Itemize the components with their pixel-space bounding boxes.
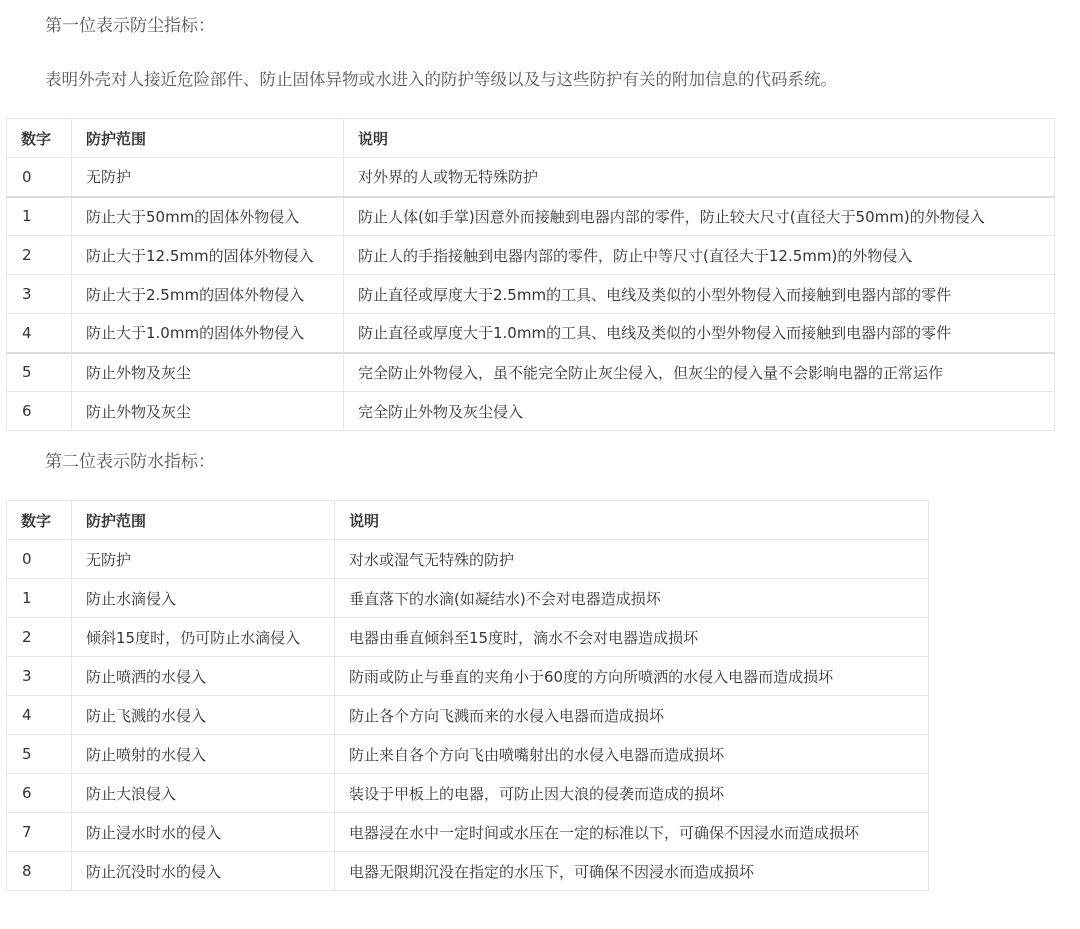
row-range: 无防护 [72,540,335,579]
table-row [7,696,929,735]
row-desc: 对水或湿气无特殊的防护 [335,540,929,579]
row-desc: 电器浸在水中一定时间或水压在一定的标准以下，可确保不因浸水而造成损坏 [335,813,929,852]
water-table [6,500,929,891]
row-desc: 完全防止外物及灰尘侵入 [344,392,1055,431]
row-num: 3 [7,275,72,314]
row-range: 防止大于12.5mm的固体外物侵入 [72,236,344,275]
table-row [7,579,929,618]
row-num: 7 [7,813,72,852]
row-desc: 防止各个方向飞溅而来的水侵入电器而造成损坏 [335,696,929,735]
table-row [7,774,929,813]
row-range: 防止喷射的水侵入 [72,735,335,774]
row-range: 防止水滴侵入 [72,579,335,618]
row-num: 3 [7,657,72,696]
table-row [7,197,1055,236]
dust-description: 表明外壳对人接近危险部件、防止固体异物或水进入的防护等级以及与这些防护有关的附加信息的代码系统。 [45,70,837,89]
table-row [7,236,1055,275]
header-desc: 说明 [335,501,929,540]
row-range: 防止大于2.5mm的固体外物侵入 [72,275,344,314]
row-range: 防止沉没时水的侵入 [72,852,335,891]
row-range: 防止外物及灰尘 [72,353,344,392]
table-row [7,158,1055,197]
table-row [7,735,929,774]
row-range: 防止喷洒的水侵入 [72,657,335,696]
row-num: 5 [7,353,72,392]
row-num: 2 [7,618,72,657]
row-desc: 防止人体(如手掌)因意外而接触到电器内部的零件，防止较大尺寸(直径大于50mm)的外物侵入 [344,197,1055,236]
header-num: 数字 [7,119,72,158]
row-desc: 防止人的手指接触到电器内部的零件，防止中等尺寸(直径大于12.5mm)的外物侵入 [344,236,1055,275]
row-num: 6 [7,774,72,813]
water-heading: 第二位表示防水指标： [45,452,215,472]
row-num: 5 [7,735,72,774]
row-num: 8 [7,852,72,891]
row-desc: 垂直落下的水滴(如凝结水)不会对电器造成损坏 [335,579,929,618]
dust-table [6,118,1055,431]
table-row [7,813,929,852]
table-row [7,392,1055,431]
row-desc: 对外界的人或物无特殊防护 [344,158,1055,197]
header-range: 防护范围 [72,501,335,540]
row-desc: 电器由垂直倾斜至15度时，滴水不会对电器造成损坏 [335,618,929,657]
row-desc: 防止来自各个方向飞由喷嘴射出的水侵入电器而造成损坏 [335,735,929,774]
dust-table-header [7,119,1055,158]
row-desc: 防止直径或厚度大于1.0mm的工具、电线及类似的小型外物侵入而接触到电器内部的零件 [344,314,1055,353]
row-range: 防止浸水时水的侵入 [72,813,335,852]
table-row [7,618,929,657]
table-row [7,275,1055,314]
row-num: 6 [7,392,72,431]
table-row [7,540,929,579]
row-range: 防止飞溅的水侵入 [72,696,335,735]
row-range: 防止大于50mm的固体外物侵入 [72,197,344,236]
header-desc: 说明 [344,119,1055,158]
row-num: 1 [7,579,72,618]
row-num: 4 [7,314,72,353]
dust-heading: 第一位表示防尘指标： [45,16,215,36]
row-range: 防止大浪侵入 [72,774,335,813]
row-range: 无防护 [72,158,344,197]
row-desc: 防雨或防止与垂直的夹角小于60度的方向所喷洒的水侵入电器而造成损坏 [335,657,929,696]
water-table-header [7,501,929,540]
row-range: 防止大于1.0mm的固体外物侵入 [72,314,344,353]
table-row [7,314,1055,353]
header-num: 数字 [7,501,72,540]
row-desc: 装设于甲板上的电器，可防止因大浪的侵袭而造成的损坏 [335,774,929,813]
row-num: 0 [7,540,72,579]
row-num: 1 [7,197,72,236]
row-num: 4 [7,696,72,735]
row-num: 0 [7,158,72,197]
header-range: 防护范围 [72,119,344,158]
row-num: 2 [7,236,72,275]
table-row [7,353,1055,392]
table-row [7,852,929,891]
row-range: 防止外物及灰尘 [72,392,344,431]
row-desc: 防止直径或厚度大于2.5mm的工具、电线及类似的小型外物侵入而接触到电器内部的零件 [344,275,1055,314]
row-desc: 电器无限期沉没在指定的水压下，可确保不因浸水而造成损坏 [335,852,929,891]
table-row [7,657,929,696]
row-desc: 完全防止外物侵入，虽不能完全防止灰尘侵入，但灰尘的侵入量不会影响电器的正常运作 [344,353,1055,392]
row-range: 倾斜15度时，仍可防止水滴侵入 [72,618,335,657]
